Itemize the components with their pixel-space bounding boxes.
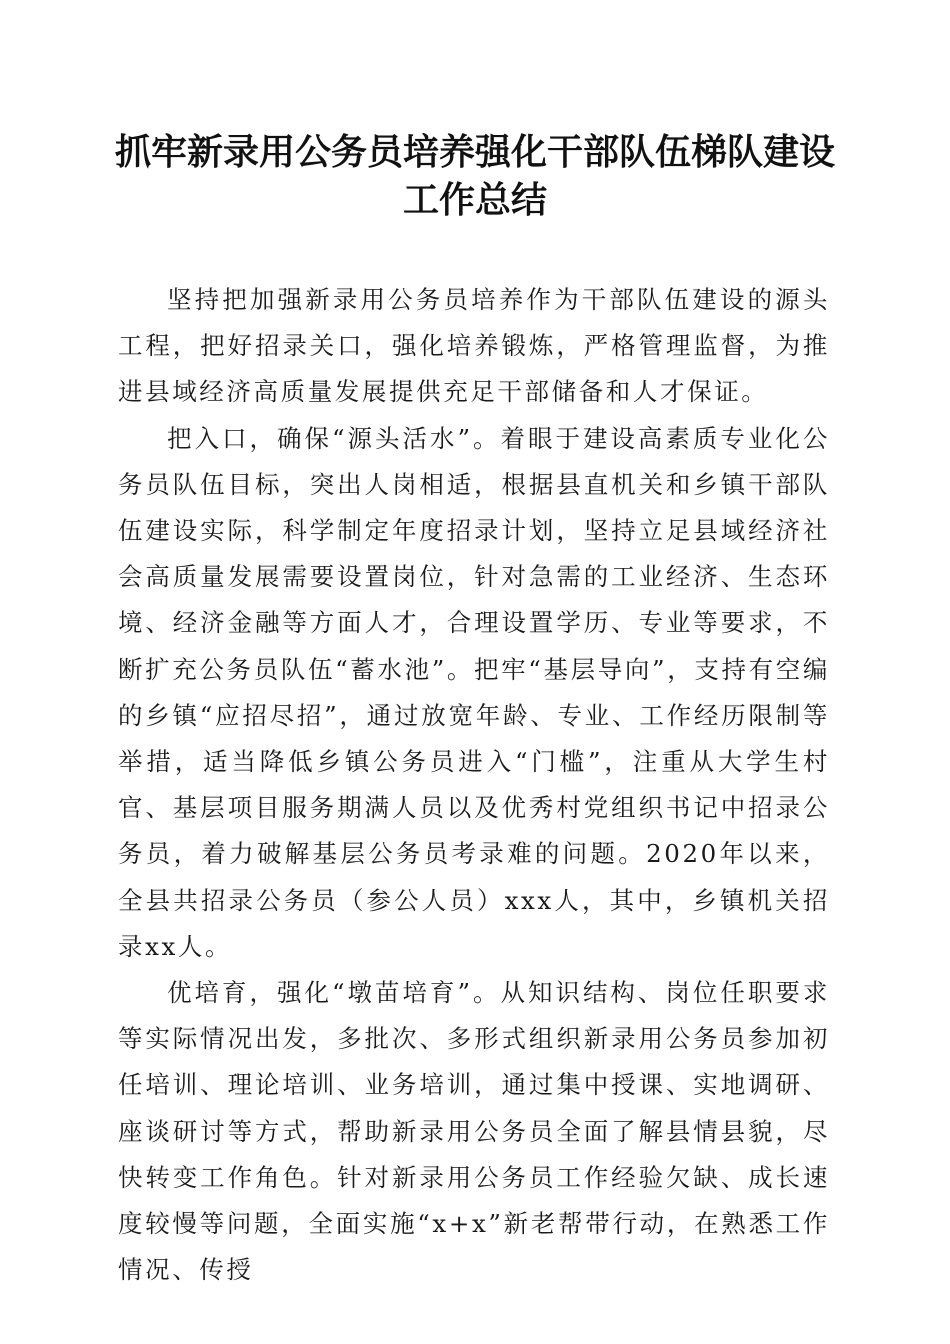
document-body <box>118 277 830 1293</box>
paragraph: 坚持把加强新录用公务员培养作为干部队伍建设的源头工程，把好招录关口，强化培养锻炼，严格管理监督，为推进县域经济高质量发展提供充足干部储备和人才保证。 <box>118 285 830 407</box>
title-line-1: 抓牢新录用公务员培养强化干部队伍梯队建设 <box>114 131 835 173</box>
paragraph: 把入口，确保“源头活水”。着眼于建设高素质专业化公务员队伍目标，突出人岗相适，根据县直机关和乡镇干部队伍建设实际，科学制定年度招录计划，坚持立足县域经济社会高质量发展需要设置岗位，针对急需的工业经济、生态环境、经济金融等方面人才，合理设置学历、专业等要求，不断扩充公务员队伍“蓄水池”。把牢“基层导向”，支持有空编的乡镇“应招尽招”，通过放宽年龄、专业、工作经历限制等举措，适当降低乡镇公务员进入“门槛”，注重从大学生村官、基层项目服务期满人员以及优秀村党组织书记中招录公务员，着力破解基层公务员考录难的问题。2020年以来，全县共招录公务员（参公人员）xxx人，其中，乡镇机关招录xx人。 <box>118 423 830 961</box>
title-line-2: 工作总结 <box>402 179 547 221</box>
paragraph: 优培育，强化“墩苗培育”。从知识结构、岗位任职要求等实际情况出发，多批次、多形式组织新录用公务员参加初任培训、理论培训、业务培训，通过集中授课、实地调研、座谈研讨等方式，帮助新录用公务员全面了解县情县貌，尽快转变工作角色。针对新录用公务员工作经验欠缺、成长速度较慢等问题，全面实施“x+x”新老帮带行动，在熟悉工作情况、传授 <box>118 978 830 1285</box>
document-title <box>100 128 850 224</box>
